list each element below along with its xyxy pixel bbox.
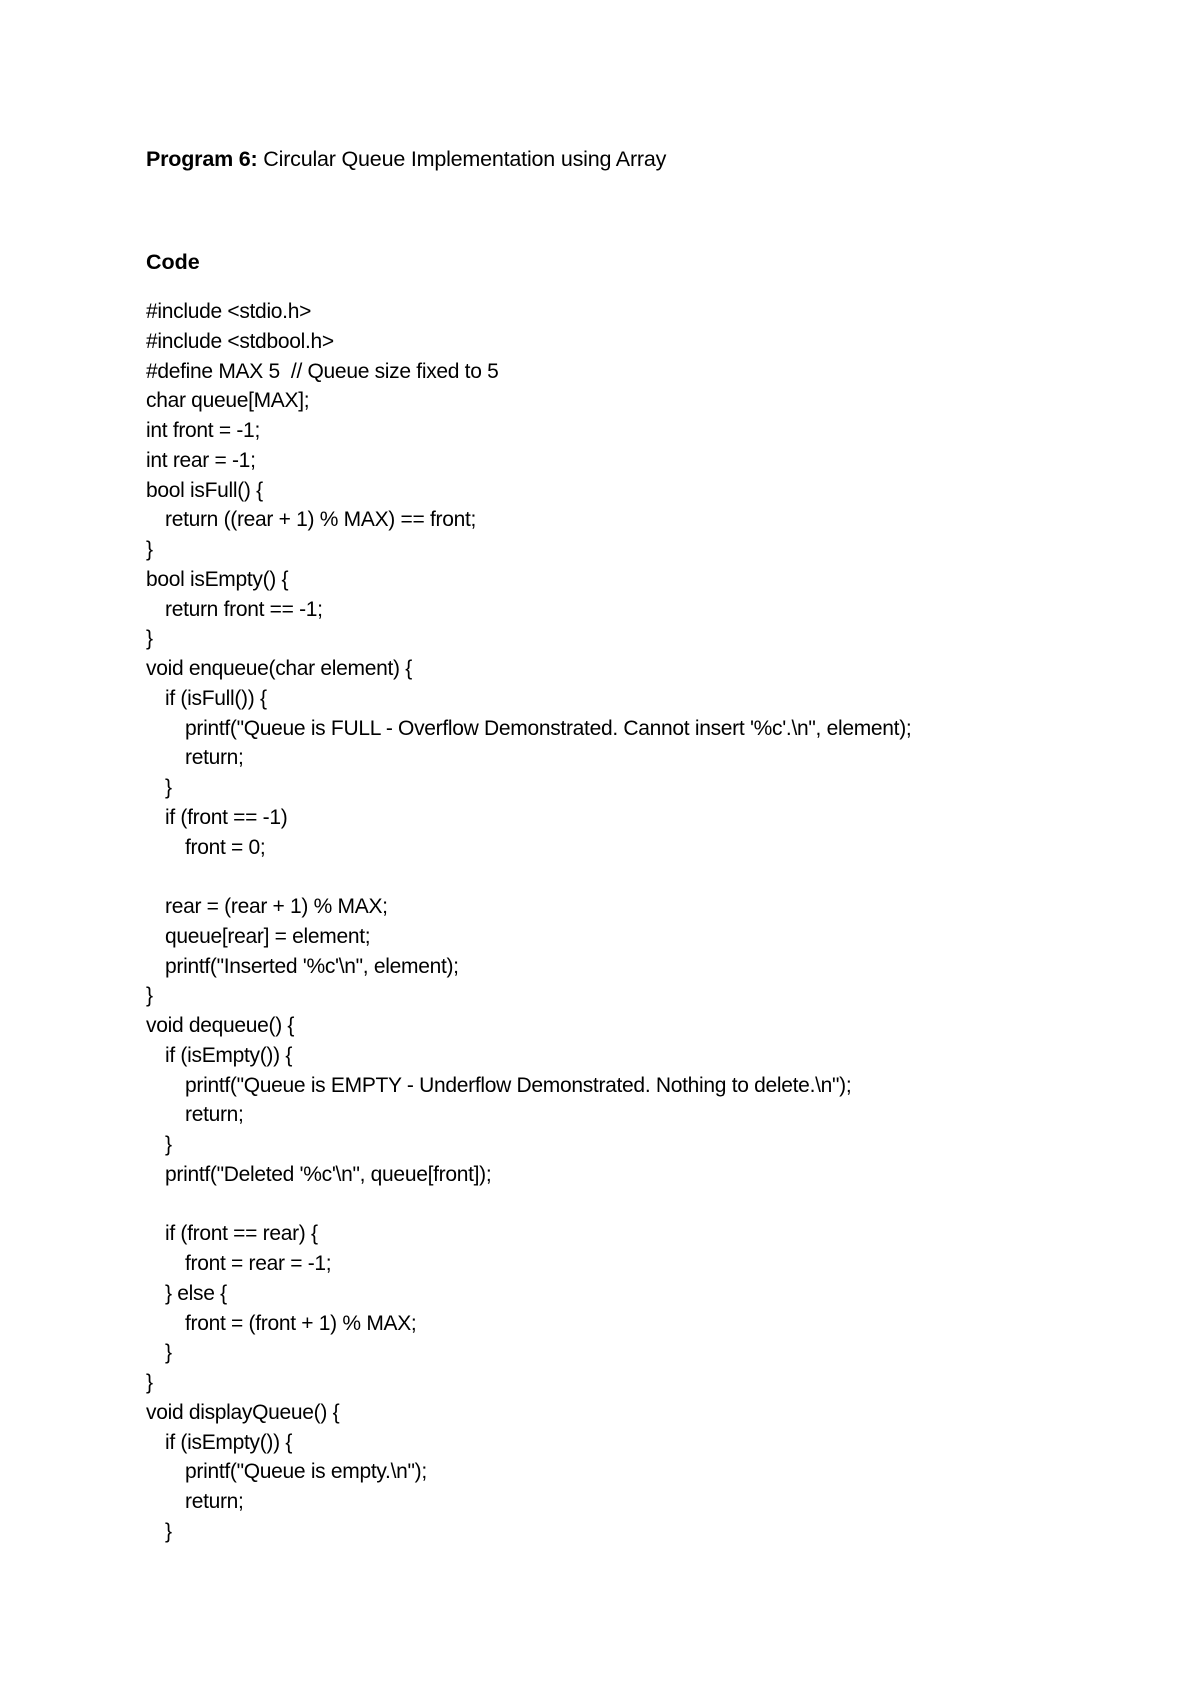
code-line: } [165,1519,172,1543]
code-line: int rear = -1; [146,448,256,472]
code-line: #include <stdio.h> [146,300,312,323]
code-line: int front = -1; [146,419,260,442]
program-title-label: Program 6: [146,147,258,171]
code-line: char queue[MAX]; [146,389,310,413]
code-line: rear = (rear + 1) % MAX; [165,895,388,918]
code-line: #include <stdbool.h> [146,329,334,353]
code-line: return front == -1; [165,597,323,621]
program-title-text: Circular Queue Implementation using Array [257,147,667,171]
code-line: } [165,776,172,799]
code-line: return; [185,746,244,770]
code-line: if (front == -1) [165,805,288,829]
code-line: printf("Deleted '%c'\n", queue[front]); [165,1162,492,1186]
code-line: bool isEmpty() { [146,567,289,591]
code-section-heading: Code [146,250,200,274]
code-line: void dequeue() { [146,1014,295,1037]
program-title [146,145,666,173]
code-line: } [146,984,153,1008]
code-line: bool isFull() { [146,478,263,502]
code-line: if (isEmpty()) { [165,1043,293,1067]
code-line: return; [185,1490,244,1513]
code-line: queue[rear] = element; [165,924,371,948]
code-line [146,862,911,892]
code-line: return ((rear + 1) % MAX) == front; [165,508,477,532]
code-line: printf("Queue is FULL - Overflow Demonstrated. Cannot insert '%c'.\n", element); [185,716,912,740]
code-line: } [146,538,153,561]
code-line: return; [185,1103,244,1127]
code-line: front = rear = -1; [185,1252,332,1275]
code-line [146,1190,911,1220]
code-line: if (isEmpty()) { [165,1430,293,1454]
code-line: void enqueue(char element) { [146,657,412,680]
code-line: void displayQueue() { [146,1400,340,1424]
code-line: front = 0; [185,835,266,859]
code-line: if (front == rear) { [165,1222,318,1246]
code-line: } else { [165,1281,227,1305]
code-line: } [146,1371,153,1394]
code-line: front = (front + 1) % MAX; [185,1311,417,1335]
code-line: #define MAX 5 // Queue size fixed to 5 [146,359,499,383]
code-line: } [165,1341,172,1365]
code-line: } [146,627,153,651]
code-line: printf("Queue is EMPTY - Underflow Demonstrated. Nothing to delete.\n"); [185,1073,852,1097]
code-line: printf("Inserted '%c'\n", element); [165,954,459,978]
code-listing [146,297,911,1547]
code-line: } [165,1133,172,1156]
code-line: printf("Queue is empty.\n"); [185,1460,427,1484]
code-line: if (isFull()) { [165,686,267,710]
